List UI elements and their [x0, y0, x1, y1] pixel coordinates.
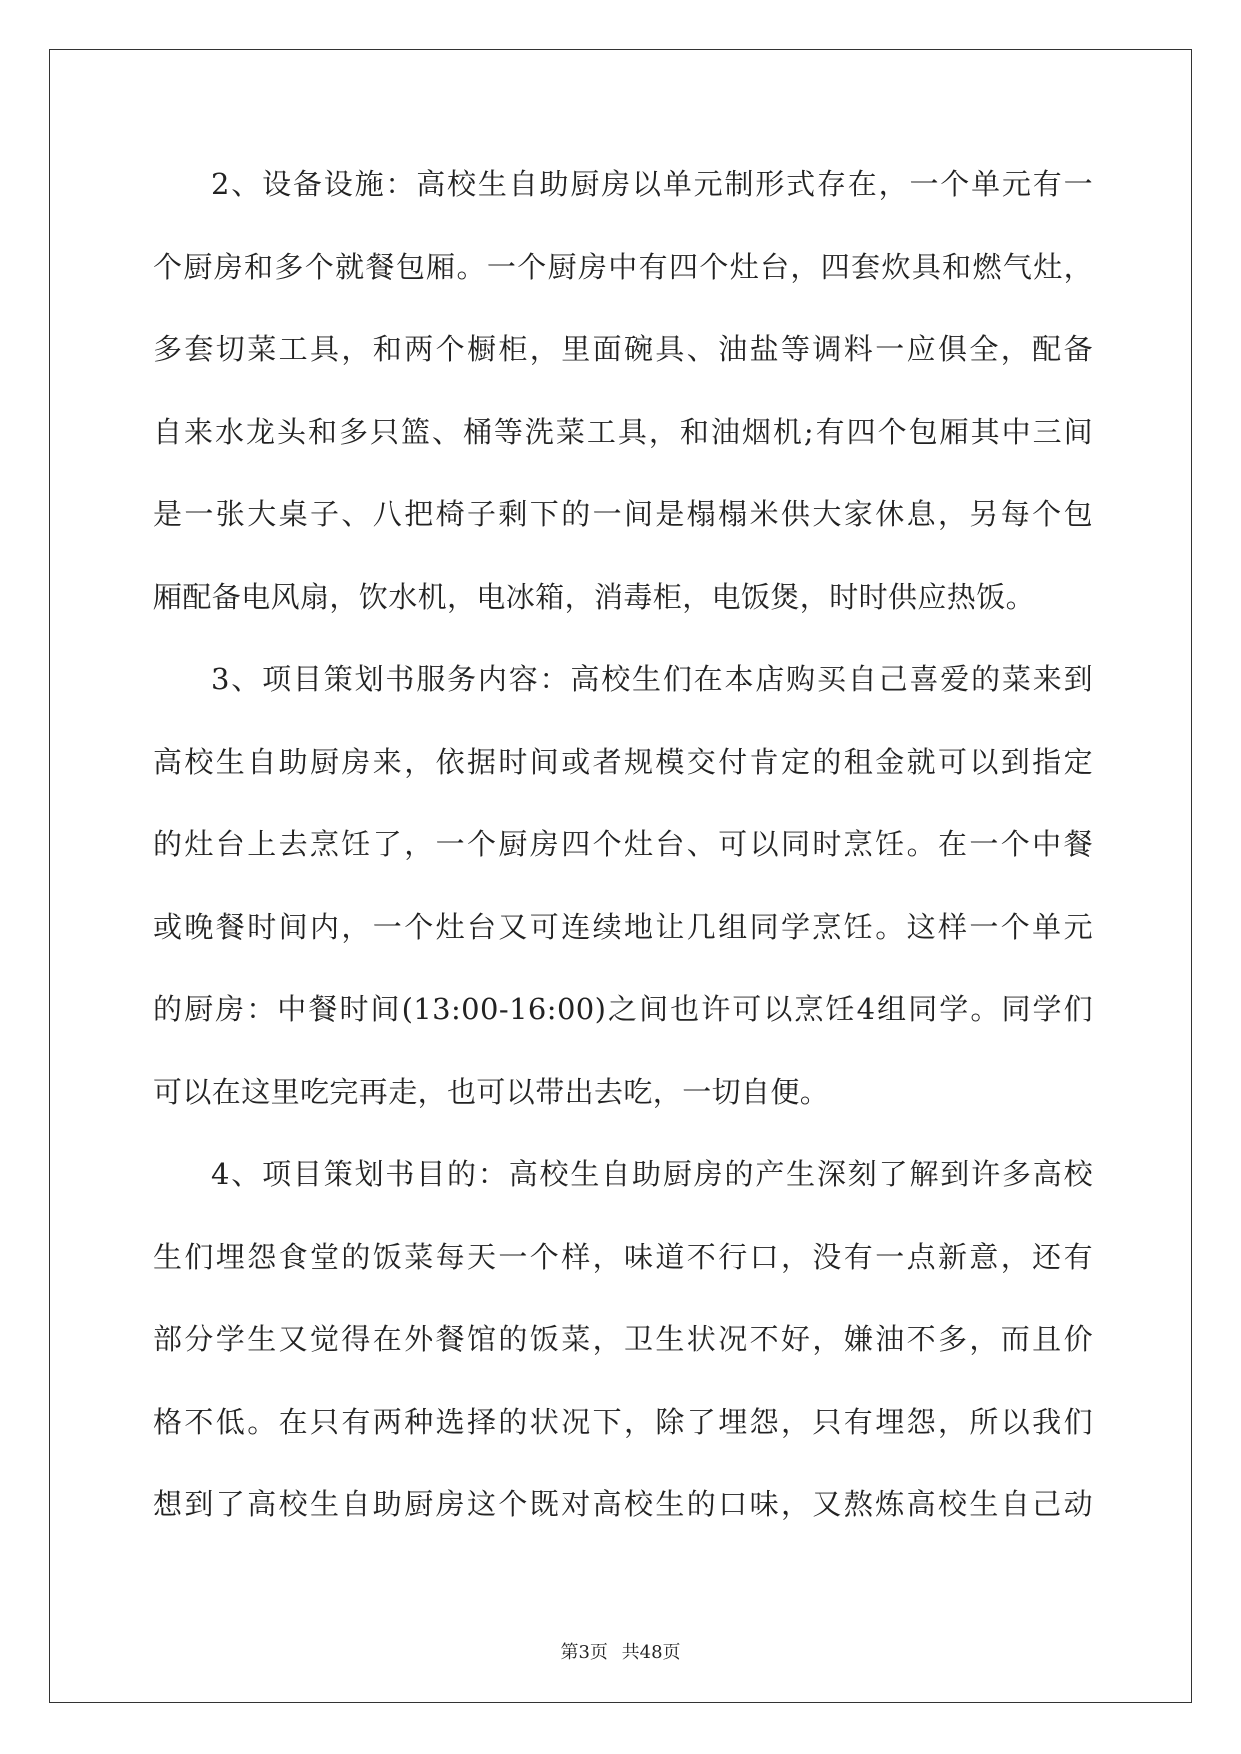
paragraph-line: 想到了高校生自助厨房这个既对高校生的口味，又熬炼高校生自己动	[153, 1487, 1093, 1521]
paragraph-line: 3、项目策划书服务内容：高校生们在本店购买自己喜爱的菜来到	[211, 662, 1093, 696]
paragraph-line: 的厨房：中餐时间(13:00-16:00)之间也许可以烹饪4组同学。同学们	[153, 992, 1093, 1026]
page-footer	[0, 1638, 1241, 1664]
paragraph-line: 厢配备电风扇，饮水机，电冰箱，消毒柜，电饭煲，时时供应热饭。	[153, 579, 1036, 614]
paragraph-line: 高校生自助厨房来，依据时间或者规模交付肯定的租金就可以到指定	[153, 744, 1093, 779]
paragraph-line: 生们埋怨食堂的饭菜每天一个样，味道不行口，没有一点新意，还有	[153, 1239, 1093, 1274]
paragraph-line: 是一张大桌子、八把椅子剩下的一间是榻榻米供大家休息，另每个包	[153, 497, 1093, 531]
paragraph-line: 个厨房和多个就餐包厢。一个厨房中有四个灶台，四套炊具和燃气灶，	[153, 249, 1093, 284]
paragraph-line: 可以在这里吃完再走，也可以带出去吃，一切自便。	[153, 1074, 830, 1109]
paragraph-line: 或晚餐时间内，一个灶台又可连续地让几组同学烹饪。这样一个单元	[153, 909, 1093, 944]
page-total: 共48页	[621, 1642, 681, 1663]
paragraph-line: 自来水龙头和多只篮、桶等洗菜工具，和油烟机;有四个包厢其中三间	[153, 414, 1093, 449]
paragraph-line: 2、设备设施：高校生自助厨房以单元制形式存在，一个单元有一	[211, 167, 1093, 201]
paragraph-line: 格不低。在只有两种选择的状况下，除了埋怨，只有埋怨，所以我们	[153, 1404, 1093, 1439]
paragraph-line: 4、项目策划书目的：高校生自助厨房的产生深刻了解到许多高校	[211, 1157, 1093, 1191]
paragraph-line: 部分学生又觉得在外餐馆的饭菜，卫生状况不好，嫌油不多，而且价	[153, 1322, 1093, 1356]
page-number: 第3页	[560, 1642, 608, 1663]
document-body	[153, 162, 1093, 1565]
paragraph-line: 多套切菜工具，和两个橱柜，里面碗具、油盐等调料一应俱全，配备	[153, 332, 1093, 366]
paragraph-line: 的灶台上去烹饪了，一个厨房四个灶台、可以同时烹饪。在一个中餐	[153, 827, 1093, 861]
